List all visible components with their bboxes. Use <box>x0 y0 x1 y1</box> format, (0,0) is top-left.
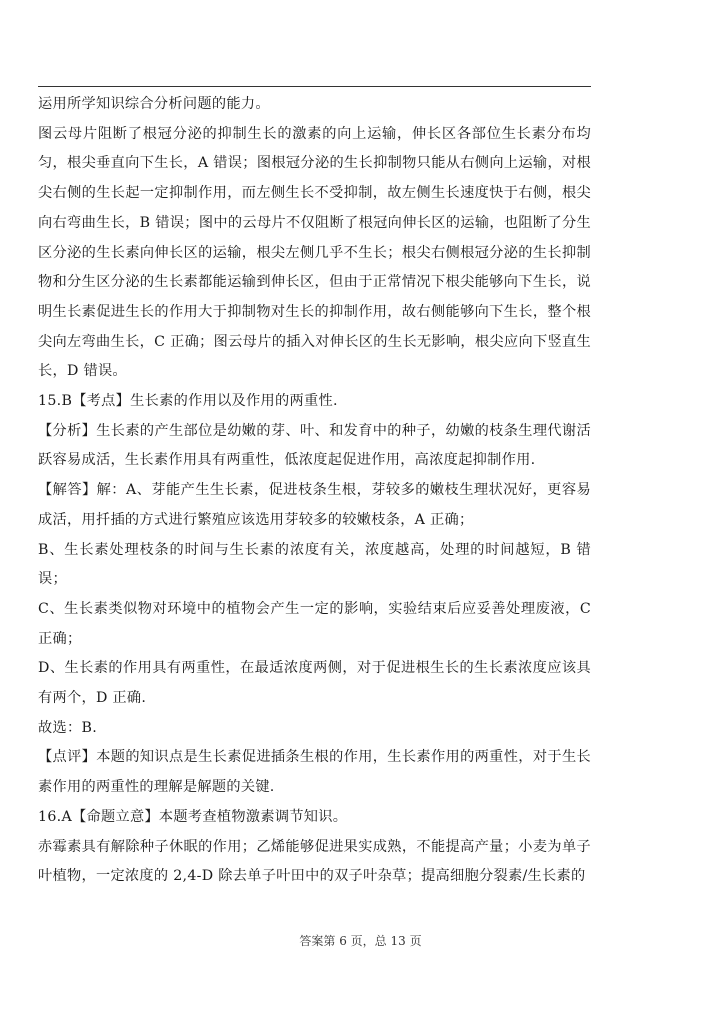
answer-body <box>38 90 591 892</box>
paragraph-q14-explanation: 图云母片阻断了根冠分泌的抑制生长的激素的向上运输，伸长区各部位生长素分布均匀，根尖垂直向下生长，A 错误；图根冠分泌的生长抑制物只能从右侧向上运输，对根尖右侧的生长起一定抑制作用，而左侧生长不受抑制，故左侧生长速度快于右侧，根尖向右弯曲生长，B 错误；图中的云母片不仅阻断了根冠向伸长区的运输，也阻断了分生区分泌的生长素向伸长区的运输，根尖左侧几乎不生长；根尖右侧根冠分泌的生长抑制物和分生区分泌的生长素都能运输到伸长区，但由于正常情况下根尖能够向下生长，说明生长素促进生长的作用大于抑制物对生长的抑制作用，故右侧能够向下生长，整个根尖向左弯曲生长，C 正确；图云母片的插入对伸长区的生长无影响，根尖应向下竖直生长，D 错误。 <box>38 125 591 380</box>
paragraph-q16-intent: 16.A【命题立意】本题考查植物激素调节知识。 <box>38 808 348 825</box>
paragraph-q15-solution-b: B、生长素处理枝条的时间与生长素的浓度有关，浓度越高，处理的时间越短，B 错误； <box>38 541 591 588</box>
header-rule <box>38 86 591 87</box>
paragraph-q15-solution-c: C、生长素类似物对环境中的植物会产生一定的影响，实验结束后应妥善处理废液，C 正确； <box>38 600 591 647</box>
paragraph-q15-analysis: 【分析】生长素的产生部位是幼嫩的芽、叶、和发育中的种子，幼嫩的枝条生理代谢活跃容易成活，生长素作用具有两重性，低浓度起促进作用，高浓度起抑制作用. <box>38 422 591 469</box>
paragraph-q15-solution-d: D、生长素的作用具有两重性，在最适浓度两侧，对于促进根生长的生长素浓度应该具有两个，D 正确. <box>38 660 591 707</box>
page-footer: 答案第 6 页，总 13 页 <box>299 934 422 948</box>
paragraph-q15-topic: 15.B【考点】生长素的作用以及作用的两重性. <box>38 393 338 410</box>
paragraph-q15-answer: 故选：B. <box>38 719 97 736</box>
paragraph-q15-solution-a: 【解答】解：A、芽能产生生长素，促进枝条生根，芽较多的嫩枝生理状况好，更容易成活，用扦插的方式进行繁殖应该选用芽较多的较嫩枝条，A 正确； <box>38 482 591 528</box>
paragraph-q16-explanation: 赤霉素具有解除种子休眠的作用；乙烯能够促进果实成熟，不能提高产量；小麦为单子叶植物，一定浓度的 2,4-D 除去单子叶田中的双子叶杂草；提高细胞分裂素/生长素的 <box>38 838 591 885</box>
paragraph-q15-comment: 【点评】本题的知识点是生长素促进插条生根的作用，生长素作用的两重性，对于生长素作用的两重性的理解是解题的关键. <box>38 749 591 796</box>
paragraph-ability: 运用所学知识综合分析问题的能力。 <box>38 96 270 112</box>
